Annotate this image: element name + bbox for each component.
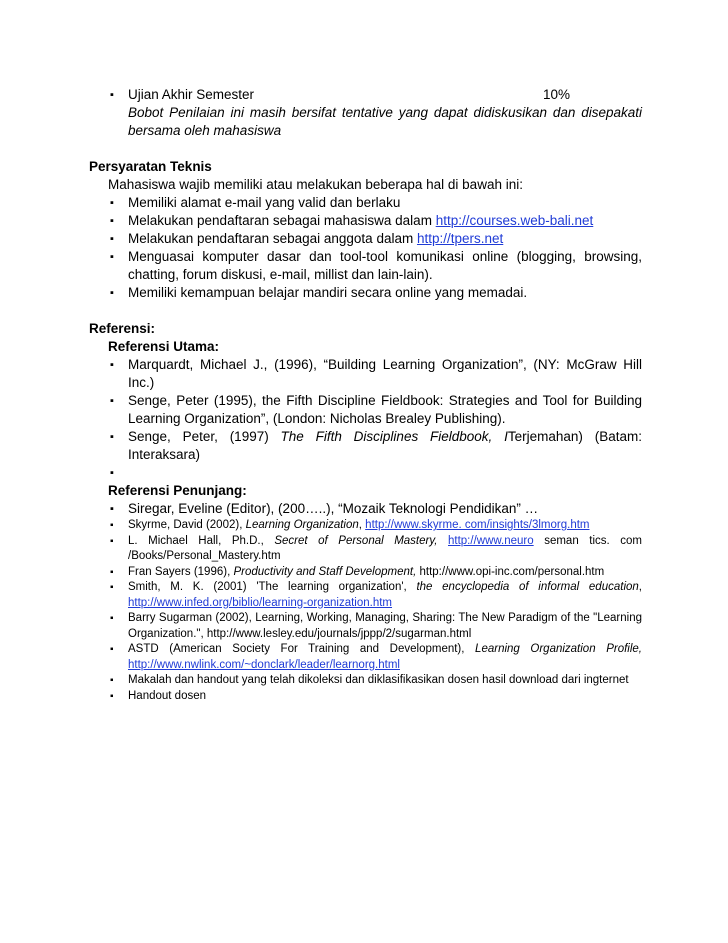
technical-item: ▪ Melakukan pendaftaran sebagai anggota dalam http://tpers.net bbox=[108, 230, 642, 248]
neuro-link[interactable]: http://www.neuro bbox=[448, 534, 534, 547]
reference-item-empty bbox=[108, 464, 642, 482]
evaluation-note: Bobot Penilaian ini masih bersifat tentative yang dapat didiskusikan dan disepakati bersama oleh mahasiswa bbox=[128, 105, 642, 138]
main-references-heading: Referensi Utama: bbox=[108, 339, 220, 354]
reference-item: ▪ Senge, Peter (1995), the Fifth Discipline Fieldbook: Strategies and Tool for Building Learning Organization”, (London: Nicholas Brealey Publishing). bbox=[108, 392, 642, 428]
technical-intro: Mahasiswa wajib memiliki atau melakukan beberapa hal di bawah ini: bbox=[108, 177, 523, 192]
reference-item: ▪ Fran Sayers (1996), Productivity and Staff Development, http://www.opi-inc.com/personal.htm bbox=[108, 565, 642, 581]
document-body bbox=[89, 86, 642, 704]
exam-item bbox=[108, 86, 642, 104]
reference-item: ▪ Barry Sugarman (2002), Learning, Working, Managing, Sharing: The New Paradigm of the "Learning Organization.", http://www.lesley.edu/journals/jppp/2/sugarman.html bbox=[108, 611, 642, 642]
reference-item: ▪ Skyrme, David (2002), Learning Organization, http://www.skyrme. com/insights/3lmorg.htm bbox=[108, 518, 642, 534]
technical-item: ▪ Memiliki alamat e-mail yang valid dan berlaku bbox=[108, 194, 642, 212]
reference-item: ▪ Makalah dan handout yang telah dikoleksi dan diklasifikasikan dosen hasil download dari ingternet bbox=[108, 673, 642, 689]
exam-weight: 10% bbox=[542, 87, 570, 102]
exam-label: ▪ Ujian Akhir Semester bbox=[128, 87, 255, 102]
technical-item: ▪ Menguasai komputer dasar dan tool-tool komunikasi online (blogging, browsing, chatting, forum diskusi, e-mail, millist dan lain-lain). bbox=[108, 248, 642, 284]
reference-item: ▪ Siregar, Eveline (Editor), (200…..), “Mozaik Teknologi Pendidikan” … bbox=[108, 500, 642, 518]
support-references-heading: Referensi Penunjang: bbox=[108, 483, 247, 498]
technical-item: ▪ Memiliki kemampuan belajar mandiri secara online yang memadai. bbox=[108, 284, 642, 302]
infed-link[interactable]: http://www.infed.org/biblio/learning-organization.htm bbox=[128, 596, 393, 609]
reference-item: ▪ L. Michael Hall, Ph.D., Secret of Personal Mastery, http://www.neuro seman tics. com /Books/Personal_Mastery.htm bbox=[108, 534, 642, 565]
reference-item: ▪ ASTD (American Society For Training and Development), Learning Organization Profile, http://www.nwlink.com/~donclark/leader/learnorg.html bbox=[108, 642, 642, 673]
reference-item: ▪ Marquardt, Michael J., (1996), “Building Learning Organization”, (NY: McGraw Hill Inc.) bbox=[108, 356, 642, 392]
reference-item: ▪ Senge, Peter, (1997) The Fifth Disciplines Fieldbook, ITerjemahan) (Batam: Interaksara) bbox=[108, 428, 642, 464]
courses-link[interactable]: http://courses.web-bali.net bbox=[435, 213, 594, 228]
reference-item: ▪ Smith, M. K. (2001) 'The learning organization', the encyclopedia of informal education, http://www.infed.org/biblio/learning-organization.htm bbox=[108, 580, 642, 611]
technical-item: ▪ Melakukan pendaftaran sebagai mahasiswa dalam http://courses.web-bali.net bbox=[108, 212, 642, 230]
skyrme-link[interactable]: http://www.skyrme. com/insights/3lmorg.htm bbox=[365, 519, 590, 531]
technical-heading: Persyaratan Teknis bbox=[89, 159, 212, 174]
tpers-link[interactable]: http://tpers.net bbox=[416, 231, 504, 246]
reference-item: ▪ Handout dosen bbox=[108, 689, 642, 705]
references-heading: Referensi: bbox=[89, 321, 156, 336]
nwlink-link[interactable]: http://www.nwlink.com/~donclark/leader/learnorg.html bbox=[128, 658, 400, 671]
